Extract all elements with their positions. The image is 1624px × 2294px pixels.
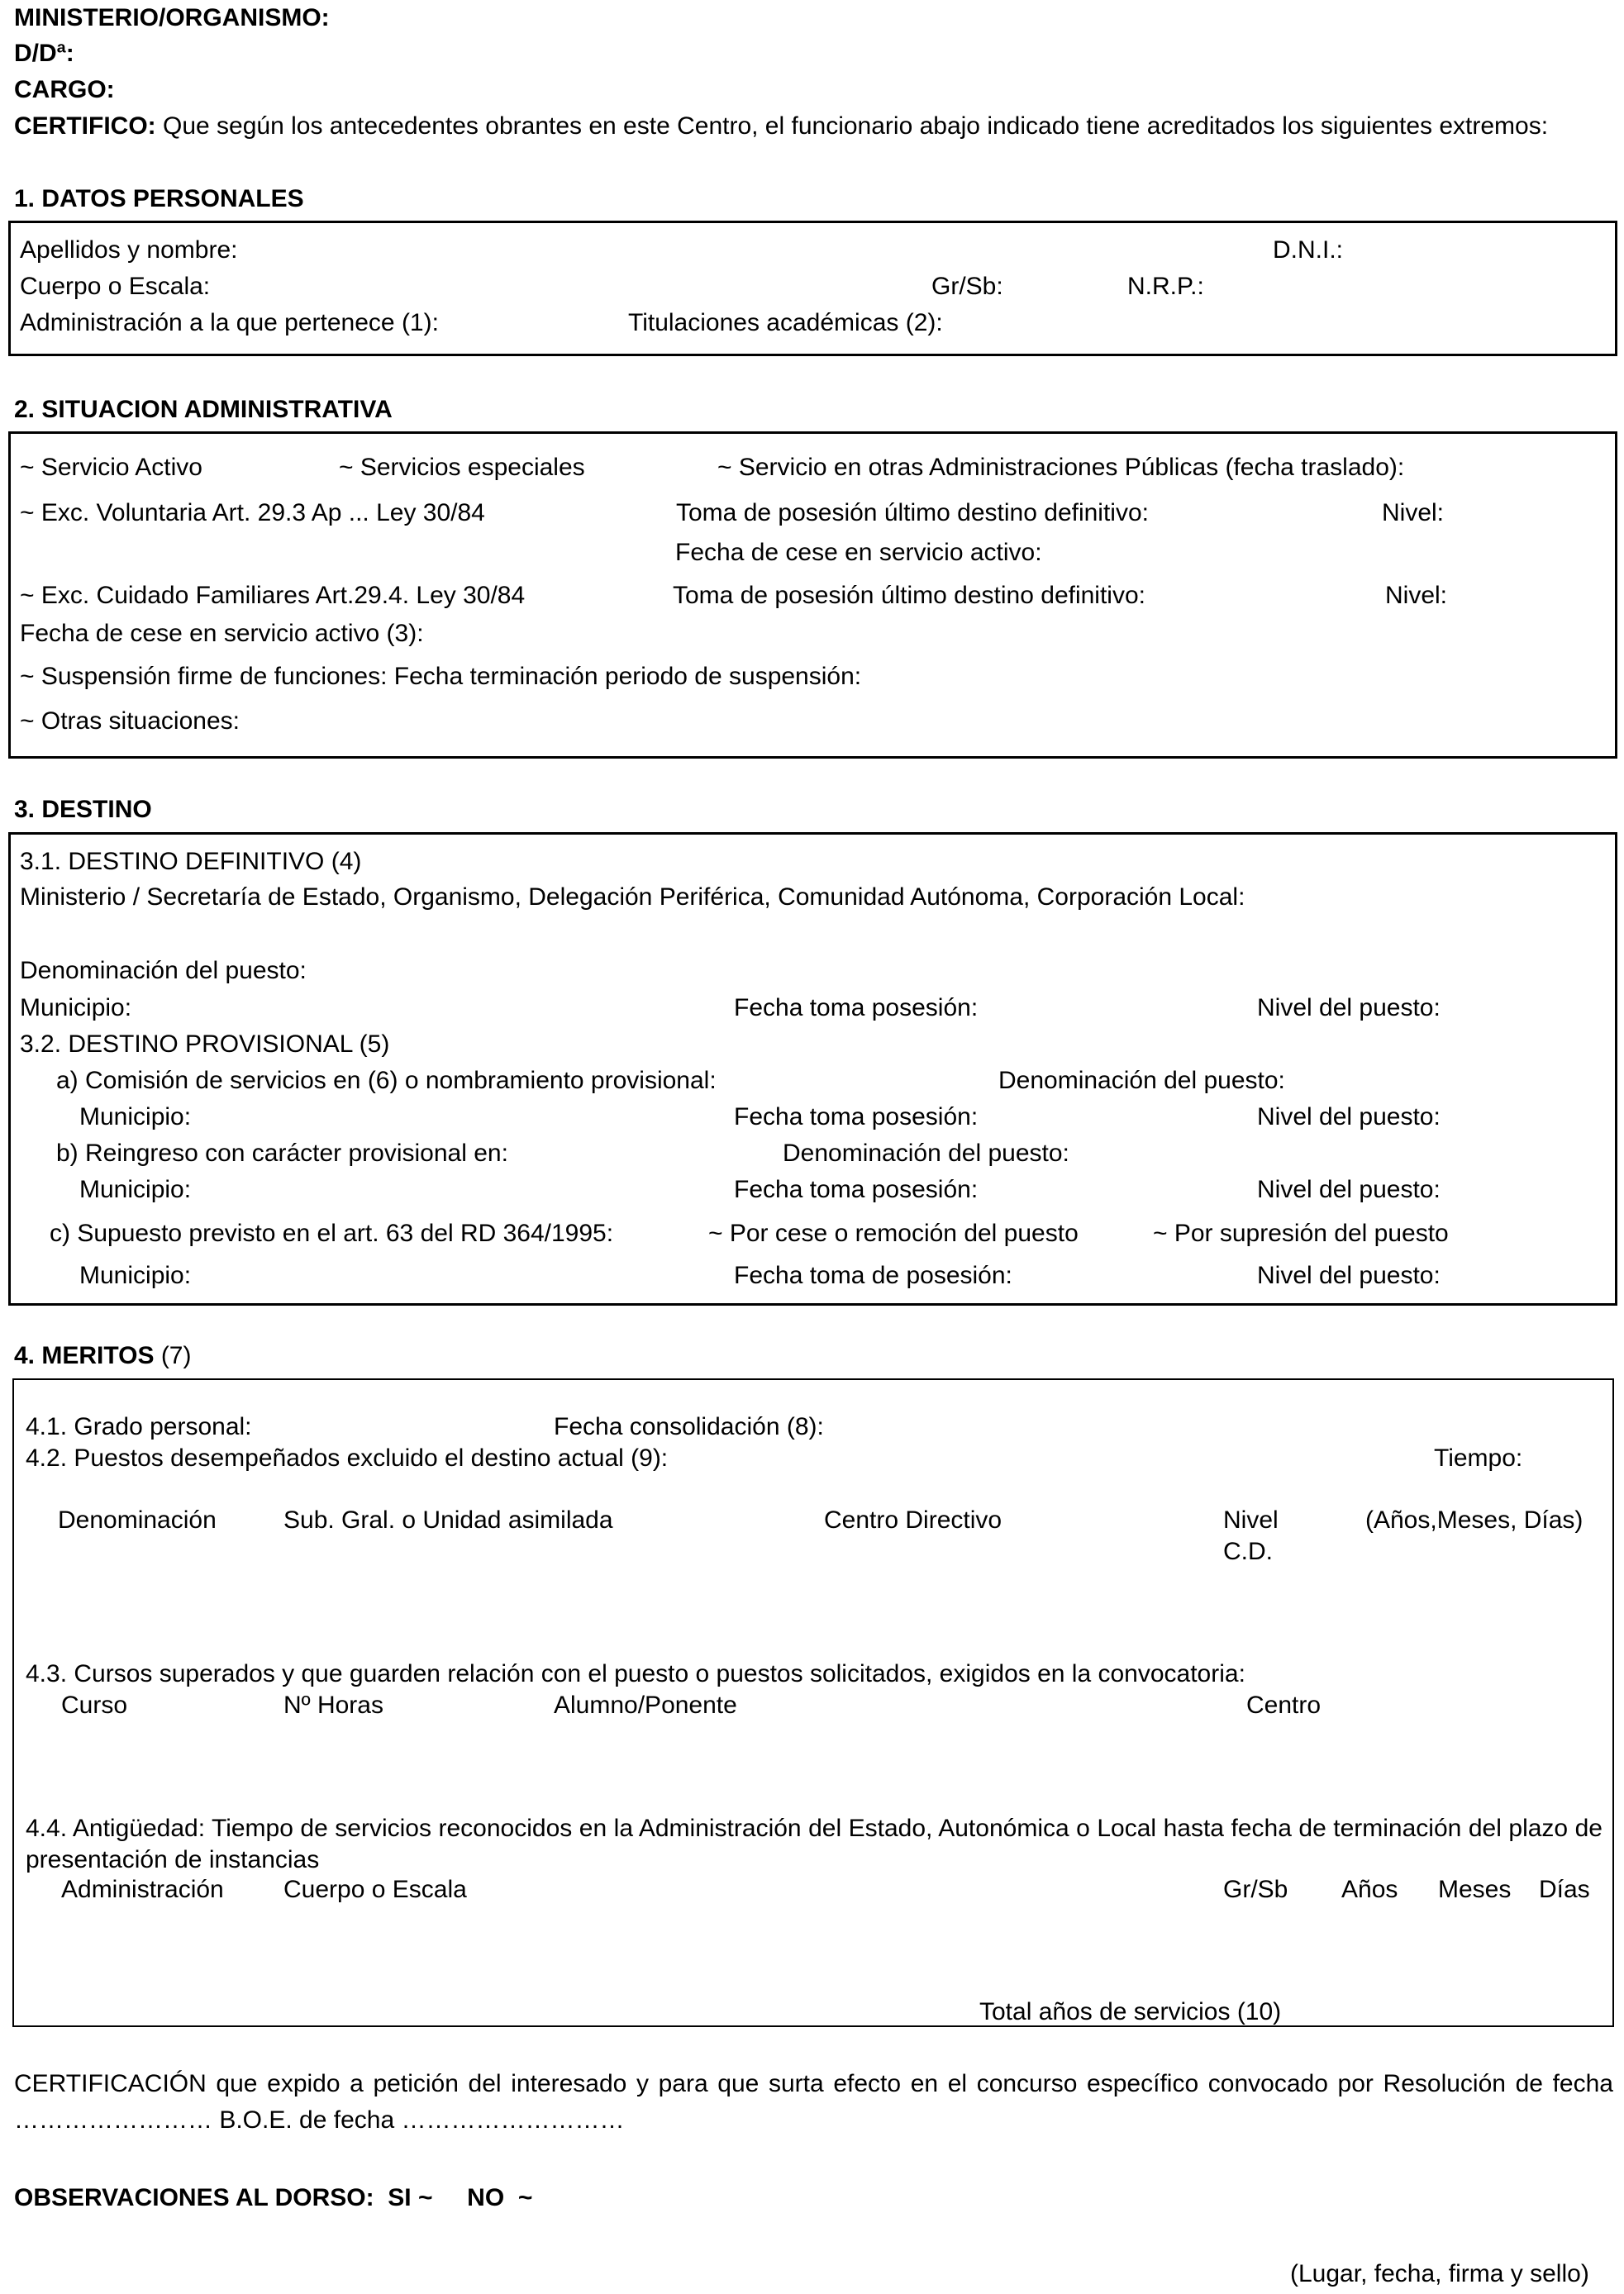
cuerpo-label: Cuerpo o Escala: [20, 273, 211, 300]
observaciones-line: OBSERVACIONES AL DORSO: SI ~ NO ~ [14, 2184, 533, 2211]
col-anos: Años [1341, 1876, 1398, 1903]
municipio-c: Municipio: [79, 1262, 192, 1289]
nivel-puesto-b: Nivel del puesto: [1257, 1176, 1441, 1203]
titulaciones-label: Titulaciones académicas (2): [628, 309, 943, 336]
total-anos-servicios: Total años de servicios (10) [979, 1998, 1282, 2025]
col-subgral: Sub. Gral. o Unidad asimilada [283, 1506, 613, 1534]
certifico-paragraph [14, 108, 1613, 145]
fecha-toma-def: Fecha toma posesión: [734, 994, 979, 1021]
reingreso-label: b) Reingreso con carácter provisional en: [56, 1140, 508, 1167]
section-4-note: (7) [154, 1342, 192, 1369]
section-4-title-line [14, 1344, 191, 1368]
col-cd: C.D. [1223, 1538, 1273, 1565]
certifico-text: Que según los antecedentes obrantes en este Centro, el funcionario abajo indicado tiene acreditados los siguientes extremos: [155, 112, 1549, 140]
suspension-option: ~ Suspensión firme de funciones: Fecha terminación periodo de suspensión: [20, 663, 862, 690]
col-alumno: Alumno/Ponente [554, 1692, 737, 1719]
denominacion-b: Denominación del puesto: [783, 1140, 1069, 1167]
exc-cuidado-option: ~ Exc. Cuidado Familiares Art.29.4. Ley 30/84 [20, 582, 526, 609]
col-meses: Meses [1438, 1876, 1512, 1903]
col-administracion: Administración [61, 1876, 224, 1903]
col-denominacion: Denominación [58, 1506, 217, 1534]
fecha-toma-a: Fecha toma posesión: [734, 1103, 979, 1130]
ministerio-label: MINISTERIO/ORGANISMO: [14, 4, 330, 31]
section-4-title: 4. MERITOS [14, 1342, 155, 1369]
certifico-label: CERTIFICO: [14, 112, 156, 140]
municipio-def: Municipio: [20, 994, 132, 1021]
section-1-title: 1. DATOS PERSONALES [14, 185, 304, 212]
grado-personal: 4.1. Grado personal: [26, 1413, 252, 1440]
destino-provisional-title: 3.2. DESTINO PROVISIONAL (5) [20, 1030, 390, 1058]
col-centro: Centro [1246, 1692, 1322, 1719]
certificacion-paragraph: CERTIFICACIÓN que expido a petición del interesado y para que surta efecto en el concurso específico convocado por Resolución de fecha …………………… B.O.E. de fecha ……………………… [14, 2070, 1613, 2135]
servicio-activo-option: ~ Servicio Activo [20, 454, 202, 481]
fecha-cese-3: Fecha de cese en servicio activo (3): [20, 620, 424, 647]
nivel-puesto-c: Nivel del puesto: [1257, 1262, 1441, 1289]
servicio-otras-option: ~ Servicio en otras Administraciones Públicas (fecha traslado): [717, 454, 1405, 481]
nivel-puesto-def: Nivel del puesto: [1257, 994, 1441, 1021]
col-cuerpo: Cuerpo o Escala [283, 1876, 467, 1903]
firma-line: (Lugar, fecha, firma y sello) [1290, 2260, 1589, 2287]
tiempo-label: Tiempo: [1434, 1444, 1523, 1472]
puestos-desempenados: 4.2. Puestos desempeñados excluido el destino actual (9): [26, 1444, 669, 1472]
apellidos-label: Apellidos y nombre: [20, 236, 238, 264]
dd-label: D/Dª: [14, 40, 74, 67]
municipio-a: Municipio: [79, 1103, 192, 1130]
nivel-1: Nivel: [1382, 499, 1445, 526]
col-anos-meses-dias: (Años,Meses, Días) [1365, 1506, 1584, 1534]
col-grsb: Gr/Sb [1223, 1876, 1288, 1903]
fecha-consolidacion: Fecha consolidación (8): [554, 1413, 824, 1440]
toma-posesion-1: Toma de posesión último destino definitivo: [676, 499, 1149, 526]
col-curso: Curso [61, 1692, 128, 1719]
col-dias: Días [1539, 1876, 1590, 1903]
denominacion-puesto: Denominación del puesto: [20, 957, 307, 984]
dni-label: D.N.I.: [1273, 236, 1344, 264]
nrp-label: N.R.P.: [1127, 273, 1204, 300]
denominacion-a: Denominación del puesto: [998, 1067, 1285, 1094]
destino-definitivo-title: 3.1. DESTINO DEFINITIVO (4) [20, 848, 362, 875]
supuesto-previsto-label: c) Supuesto previsto en el art. 63 del RD 364/1995: [50, 1220, 614, 1247]
fecha-toma-b: Fecha toma posesión: [734, 1176, 979, 1203]
fecha-cese-1: Fecha de cese en servicio activo: [675, 539, 1042, 566]
section-3-title: 3. DESTINO [14, 796, 152, 823]
otras-situaciones-option: ~ Otras situaciones: [20, 707, 240, 735]
grsb-label: Gr/Sb: [931, 273, 1003, 300]
antiguedad-paragraph: 4.4. Antigüedad: Tiempo de servicios reconocidos en la Administración del Estado, Autonómica o Local hasta fecha de terminación del plazo de presentación de instancias [26, 1815, 1603, 1873]
supresion-option: ~ Por supresión del puesto [1153, 1220, 1449, 1247]
col-centro-directivo: Centro Directivo [824, 1506, 1002, 1534]
administracion-label: Administración a la que pertenece (1): [20, 309, 439, 336]
col-nivel: Nivel [1223, 1506, 1279, 1534]
col-horas: Nº Horas [283, 1692, 383, 1719]
nivel-2: Nivel: [1385, 582, 1448, 609]
exc-voluntaria-option: ~ Exc. Voluntaria Art. 29.3 Ap ... Ley 30/84 [20, 499, 485, 526]
cargo-label: CARGO: [14, 76, 115, 103]
comision-servicios-label: a) Comisión de servicios en (6) o nombramiento provisional: [56, 1067, 717, 1094]
meritos-box [12, 1378, 1614, 2027]
toma-posesion-2: Toma de posesión último destino definitivo: [673, 582, 1145, 609]
servicios-especiales-option: ~ Servicios especiales [339, 454, 585, 481]
cese-remocion-option: ~ Por cese o remoción del puesto [708, 1220, 1079, 1247]
cursos-superados: 4.3. Cursos superados y que guarden relación con el puesto o puestos solicitados, exigidos en la convocatoria: [26, 1660, 1245, 1687]
municipio-b: Municipio: [79, 1176, 192, 1203]
nivel-puesto-a: Nivel del puesto: [1257, 1103, 1441, 1130]
ministerio-line: Ministerio / Secretaría de Estado, Organismo, Delegación Periférica, Comunidad Autónoma, Corporación Local: [20, 883, 1245, 911]
fecha-toma-c: Fecha toma de posesión: [734, 1262, 1012, 1289]
section-2-title: 2. SITUACION ADMINISTRATIVA [14, 396, 393, 423]
